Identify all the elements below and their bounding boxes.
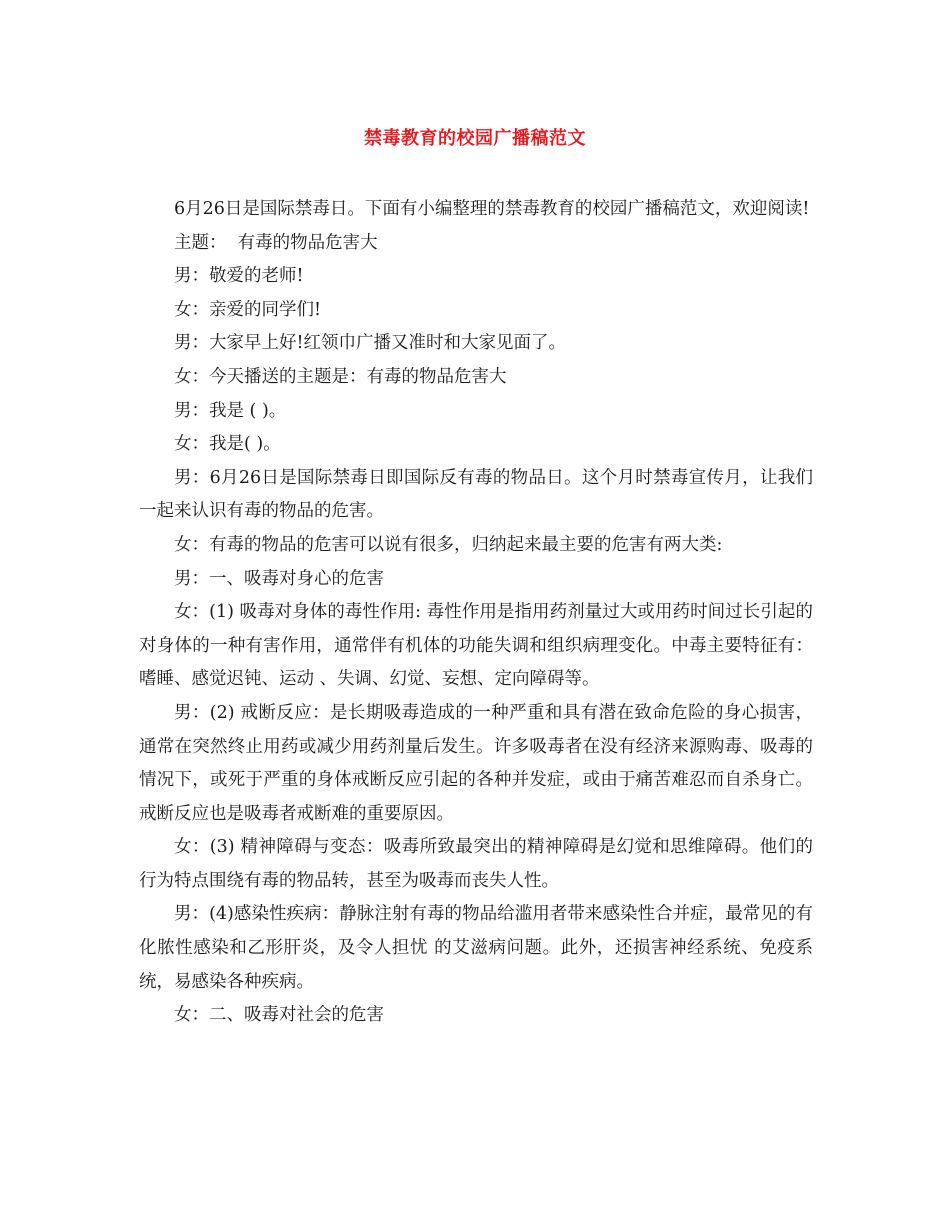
paragraph: 男：大家早上好!红领巾广播又准时和大家见面了。 [174, 333, 567, 354]
paragraph: 女：今天播送的主题是：有毒的物品危害大 [174, 366, 507, 387]
paragraph: 男：6月26日是国际禁毒日即国际反有毒的物品日。这个月时禁毒宣传月，让我们一起来认识有毒的物品的危害。 [139, 467, 813, 522]
paragraph: 男：(2) 戒断反应：是长期吸毒造成的一种严重和具有潜在致命危险的身心损害，通常在突然终止用药或减少用药剂量后发生。许多吸毒者在没有经济来源购毒、吸毒的情况下，或死于严重的身体戒断反应引起的各种并发症，或由于痛苦难忍而自杀身亡。戒断反应也是吸毒者戒断难的重要原因。 [139, 702, 813, 824]
paragraph: 男：(4)感染性疾病：静脉注射有毒的物品给滥用者带来感染性合并症，最常见的有化脓性感染和乙形肝炎，及令人担忧 的艾滋病问题。此外，还损害神经系统、免疫系统，易感染各种疾病。 [139, 904, 813, 992]
paragraph: 女：(1) 吸毒对身体的毒性作用: 毒性作用是指用药剂量过大或用药时间过长引起的对身体的一种有害作用，通常伴有机体的功能失调和组织病理变化。中毒主要特征有：嗜睡、感觉迟钝、运动 、失调、幻觉、妄想、定向障碍等。 [139, 602, 813, 690]
paragraph: 6月26日是国际禁毒日。下面有小编整理的禁毒教育的校园广播稿范文，欢迎阅读! [174, 199, 810, 219]
paragraph: 女：二、吸毒对社会的危害 [174, 1005, 384, 1026]
paragraph: 男：我是 ( )。 [174, 400, 287, 421]
paragraph: 女：亲爱的同学们! [174, 299, 322, 320]
paragraph: 男：敬爱的老师! [174, 266, 304, 287]
document-title: 禁毒教育的校园广播稿范文 [364, 128, 586, 149]
paragraph: 男：一、吸毒对身心的危害 [174, 568, 384, 589]
document-body [139, 193, 813, 1033]
paragraph: 女：我是( )。 [174, 434, 281, 455]
paragraph: 女：有毒的物品的危害可以说有很多，归纳起来最主要的危害有两大类: [174, 534, 723, 555]
paragraph: 主题： 有毒的物品危害大 [174, 232, 378, 253]
paragraph: 女：(3) 精神障碍与变态：吸毒所致最突出的精神障碍是幻觉和思维障碍。他们的行为特点围绕有毒的物品转，甚至为吸毒而丧失人性。 [139, 837, 813, 891]
